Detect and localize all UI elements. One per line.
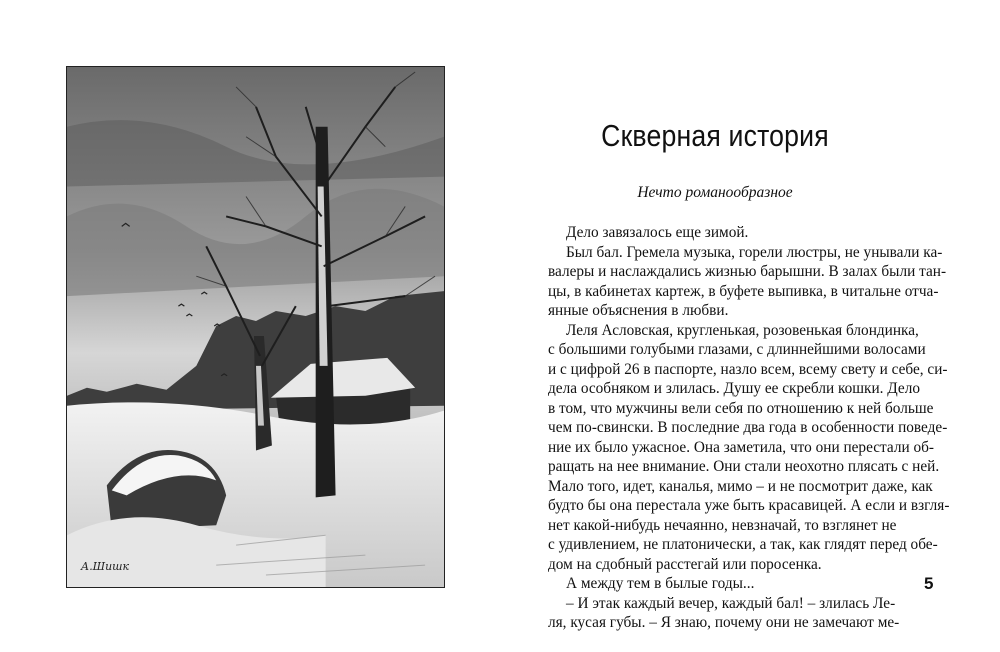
page-number: 5 bbox=[924, 574, 934, 593]
text-line: Мало того, идет, каналья, мимо – и не посмотрит даже, как bbox=[548, 477, 933, 495]
text-line: будто бы она перестала уже быть красавицей. А если и взгля- bbox=[548, 497, 950, 514]
text-line: дом на сдобный расстегай или поросенка. bbox=[548, 555, 822, 573]
artist-signature: А.Шишк bbox=[80, 560, 130, 574]
text-line: ние их было ужасное. Она заметила, что они перестали об- bbox=[548, 438, 934, 456]
body-text bbox=[548, 223, 950, 633]
chapter-title: Скверная история bbox=[601, 118, 829, 153]
engraving-image bbox=[67, 67, 444, 587]
text-line: А между тем в былые годы... bbox=[566, 575, 755, 592]
text-line: Леля Асловская, кругленькая, розовенькая блондинка, bbox=[566, 321, 919, 339]
chapter-subtitle: Нечто романообразное bbox=[637, 184, 793, 201]
text-line: ращать на нее внимание. Они стали неохотно плясать с ней. bbox=[548, 458, 940, 475]
text-page bbox=[548, 0, 948, 652]
text-line: и с цифрой 26 в паспорте, назло всем, всему свету и себе, си- bbox=[548, 360, 948, 378]
winter-landscape-illustration bbox=[66, 66, 445, 588]
text-line: в том, что мужчины вели себя по отношению к ней больше bbox=[548, 399, 934, 417]
text-line: нет какой-нибудь нечаянно, невзначай, то взглянет не bbox=[548, 516, 897, 534]
text-line: янные объяснения в любви. bbox=[548, 302, 729, 319]
text-line: валеры и наслаждались жизнью барышни. В залах были тан- bbox=[548, 263, 947, 280]
text-line: с удивлением, не платонически, а так, как глядят перед обе- bbox=[548, 536, 938, 553]
text-line: ля, кусая губы. – Я знаю, почему они не замечают ме- bbox=[548, 614, 900, 631]
text-line: – И этак каждый вечер, каждый бал! – злилась Ле- bbox=[566, 594, 896, 612]
text-line: цы, в кабинетах картеж, в буфете выпивка, в читальне отча- bbox=[548, 282, 939, 300]
text-line: чем по-свински. В последние два года в особенности поведе- bbox=[548, 419, 948, 436]
text-line: дела особняком и злилась. Душу ее скребли кошки. Дело bbox=[548, 380, 921, 397]
text-line: Был бал. Гремела музыка, горели люстры, не унывали ка- bbox=[566, 243, 943, 261]
text-line: с большими голубыми глазами, с длиннейшими волосами bbox=[548, 341, 926, 358]
text-line: Дело завязалось еще зимой. bbox=[566, 224, 749, 241]
